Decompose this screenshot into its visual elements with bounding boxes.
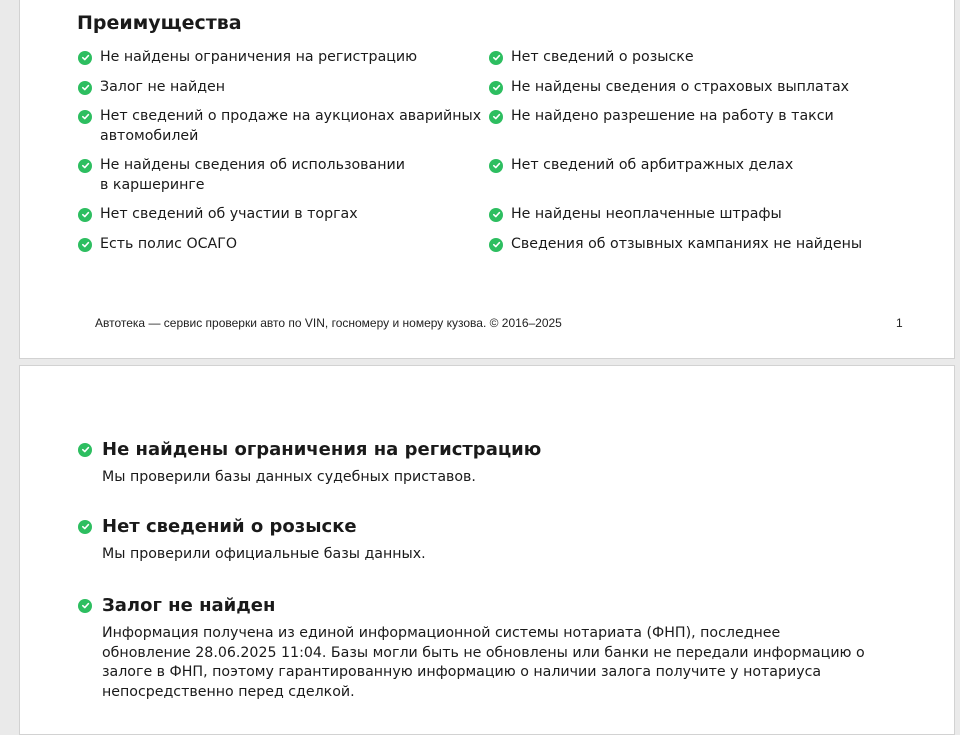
advantage-label: Нет сведений об арбитражных делах xyxy=(511,157,794,173)
advantage-item xyxy=(78,107,481,146)
detail-block xyxy=(78,439,898,488)
check-circle-icon xyxy=(78,520,92,534)
check-circle-icon xyxy=(78,599,92,613)
check-circle-icon xyxy=(78,443,92,457)
advantage-item xyxy=(78,48,417,68)
check-circle-icon xyxy=(78,81,92,95)
advantage-label: Залог не найден xyxy=(100,79,226,95)
detail-description: Мы проверили базы данных судебных приставов. xyxy=(102,469,476,485)
detail-block xyxy=(78,595,898,702)
detail-description: Мы проверили официальные базы данных. xyxy=(102,546,426,562)
detail-heading xyxy=(78,439,898,460)
detail-heading xyxy=(78,516,898,537)
advantage-item xyxy=(489,156,793,176)
advantage-item xyxy=(489,107,834,127)
detail-heading xyxy=(78,595,898,616)
check-circle-icon xyxy=(78,110,92,124)
advantage-label: Есть полис ОСАГО xyxy=(100,236,238,252)
advantage-label: Не найдены сведения о страховых выплатах xyxy=(511,79,850,95)
detail-title: Нет сведений о розыске xyxy=(102,516,357,537)
check-circle-icon xyxy=(489,159,503,173)
advantage-label: Не найдены неоплаченные штрафы xyxy=(511,206,782,222)
check-circle-icon xyxy=(78,208,92,222)
advantage-item xyxy=(489,205,782,225)
advantage-label: Сведения об отзывных кампаниях не найдены xyxy=(511,236,863,252)
advantage-item xyxy=(489,78,849,98)
report-page-1 xyxy=(19,0,955,359)
detail-title: Не найдены ограничения на регистрацию xyxy=(102,439,542,460)
detail-description: Информация получена из единой информационной системы нотариата (ФНП), последнее обновление 28.06.2025 11:04. Базы могли быть не обновлены или банки не передали информацию о залоге в ФНП, поэтому гарантированную информацию о наличии залога получите у нотариуса непосредственно перед сделкой. xyxy=(102,625,865,700)
check-circle-icon xyxy=(78,51,92,65)
detail-title: Залог не найден xyxy=(102,595,276,616)
page-footer: Автотека — сервис проверки авто по VIN, госномеру и номеру кузова. © 2016–2025 xyxy=(95,316,562,330)
check-circle-icon xyxy=(489,51,503,65)
report-page-2 xyxy=(19,365,955,735)
check-circle-icon xyxy=(489,110,503,124)
advantage-item xyxy=(78,156,405,195)
check-circle-icon xyxy=(489,238,503,252)
detail-block xyxy=(78,516,898,565)
check-circle-icon xyxy=(489,208,503,222)
advantage-item xyxy=(78,78,225,98)
advantage-label: Не найдены сведения об использовании в каршеринге xyxy=(100,157,405,193)
advantage-item xyxy=(78,205,358,225)
advantage-label: Нет сведений о продаже на аукционах аварийных автомобилей xyxy=(100,108,482,144)
advantage-item xyxy=(489,48,694,68)
advantage-item xyxy=(78,235,237,255)
advantage-label: Нет сведений об участии в торгах xyxy=(100,206,358,222)
check-circle-icon xyxy=(78,159,92,173)
section-title: Преимущества xyxy=(77,12,242,34)
advantage-label: Нет сведений о розыске xyxy=(511,49,694,65)
check-circle-icon xyxy=(78,238,92,252)
check-circle-icon xyxy=(489,81,503,95)
advantage-label: Не найдено разрешение на работу в такси xyxy=(511,108,834,124)
page-number: 1 xyxy=(896,316,903,330)
advantage-item xyxy=(489,235,862,255)
advantage-label: Не найдены ограничения на регистрацию xyxy=(100,49,418,65)
